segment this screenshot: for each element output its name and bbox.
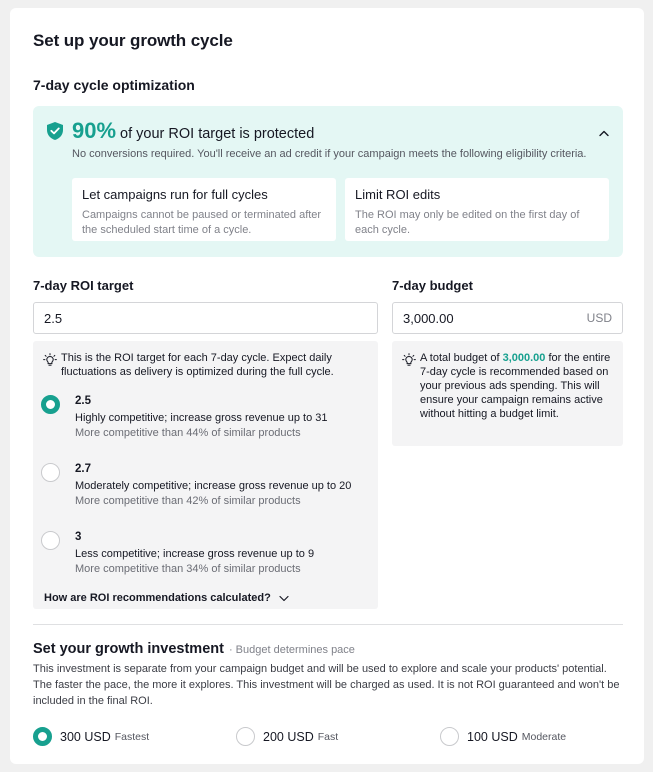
investment-header	[33, 641, 355, 657]
roi-recommendations-panel	[33, 341, 378, 609]
investment-title: Set your growth investment	[33, 641, 224, 657]
roi-target-value: 2.5	[44, 310, 63, 326]
criteria-title: Limit ROI edits	[355, 187, 441, 202]
roi-option-compare: More competitive than 42% of similar products	[75, 495, 301, 507]
roi-target-label: 7-day ROI target	[33, 278, 134, 293]
chevron-up-icon[interactable]	[599, 130, 609, 137]
radio-button[interactable]	[41, 395, 60, 414]
radio-button[interactable]	[236, 727, 255, 746]
criteria-card-full-cycles	[72, 178, 336, 241]
protection-headline-text: of your ROI target is protected	[120, 126, 315, 142]
roi-calculation-link[interactable]	[44, 592, 289, 604]
currency-label: USD	[586, 311, 612, 325]
roi-option-value: 3	[75, 531, 82, 543]
pace-amount: 200 USD	[263, 729, 314, 744]
section-divider	[33, 624, 623, 625]
budget-tip-amount: 3,000.00	[502, 352, 546, 364]
pace-label: Fast	[317, 730, 339, 743]
roi-calculation-link-text: How are ROI recommendations calculated?	[44, 592, 271, 604]
budget-tip-post: for the entire 7-day cycle is recommended based on your previous ads spending. This will ensure your campaign remains active without hitting a budget limit.	[420, 352, 611, 420]
page-title: Set up your growth cycle	[33, 31, 233, 50]
pace-label: Moderate	[521, 730, 567, 743]
pace-option-fastest[interactable]	[33, 727, 149, 746]
roi-target-input[interactable]	[33, 302, 378, 334]
investment-description: This investment is separate from your campaign budget and will be used to explore and scale your products' potential. The faster the pace, the more it explores. This investment will be charged as used. It is not ROI guaranteed and won't be included in the final ROI.	[33, 663, 620, 707]
roi-option-desc: Moderately competitive; increase gross revenue up to 20	[75, 480, 352, 492]
budget-tip-text	[420, 351, 616, 421]
criteria-card-roi-edits	[345, 178, 609, 241]
roi-option-desc: Highly competitive; increase gross revenue up to 31	[75, 412, 328, 424]
criteria-title: Let campaigns run for full cycles	[82, 187, 268, 202]
setup-card	[10, 8, 644, 764]
roi-protection-banner	[33, 106, 623, 257]
roi-option-compare: More competitive than 44% of similar products	[75, 427, 301, 439]
pace-option-fast[interactable]	[236, 727, 338, 746]
investment-subtitle: · Budget determines pace	[228, 644, 355, 656]
pace-option-moderate[interactable]	[440, 727, 566, 746]
budget-input[interactable]	[392, 302, 623, 334]
roi-option-value: 2.5	[75, 395, 91, 407]
budget-value: 3,000.00	[403, 310, 454, 326]
criteria-desc: The ROI may only be edited on the first day of each cycle.	[355, 209, 580, 236]
roi-option-value: 2.7	[75, 463, 91, 475]
radio-button[interactable]	[41, 531, 60, 550]
chevron-down-icon	[279, 595, 289, 602]
protection-subtext: No conversions required. You'll receive an ad credit if your campaign meets the following eligibility criteria.	[72, 148, 587, 160]
pace-amount: 300 USD	[60, 729, 111, 744]
lightbulb-icon	[43, 353, 57, 367]
pace-amount: 100 USD	[467, 729, 518, 744]
criteria-desc: Campaigns cannot be paused or terminated after the scheduled start time of a cycle.	[82, 209, 322, 236]
budget-recommendation-panel	[392, 341, 623, 446]
radio-button[interactable]	[440, 727, 459, 746]
pace-label: Fastest	[114, 730, 150, 743]
roi-tip-text: This is the ROI target for each 7-day cycle. Expect daily fluctuations as delivery is optimized during the full cycle.	[61, 352, 334, 378]
roi-option-compare: More competitive than 34% of similar products	[75, 563, 301, 575]
protection-percent: 90%	[72, 118, 117, 143]
protection-headline	[72, 118, 314, 144]
lightbulb-icon	[402, 353, 416, 367]
budget-label: 7-day budget	[392, 278, 473, 293]
section-title: 7-day cycle optimization	[33, 77, 195, 93]
radio-button[interactable]	[41, 463, 60, 482]
shield-check-icon	[47, 122, 63, 140]
budget-tip-pre: A total budget of	[420, 352, 500, 364]
radio-button[interactable]	[33, 727, 52, 746]
roi-option-desc: Less competitive; increase gross revenue up to 9	[75, 548, 315, 560]
